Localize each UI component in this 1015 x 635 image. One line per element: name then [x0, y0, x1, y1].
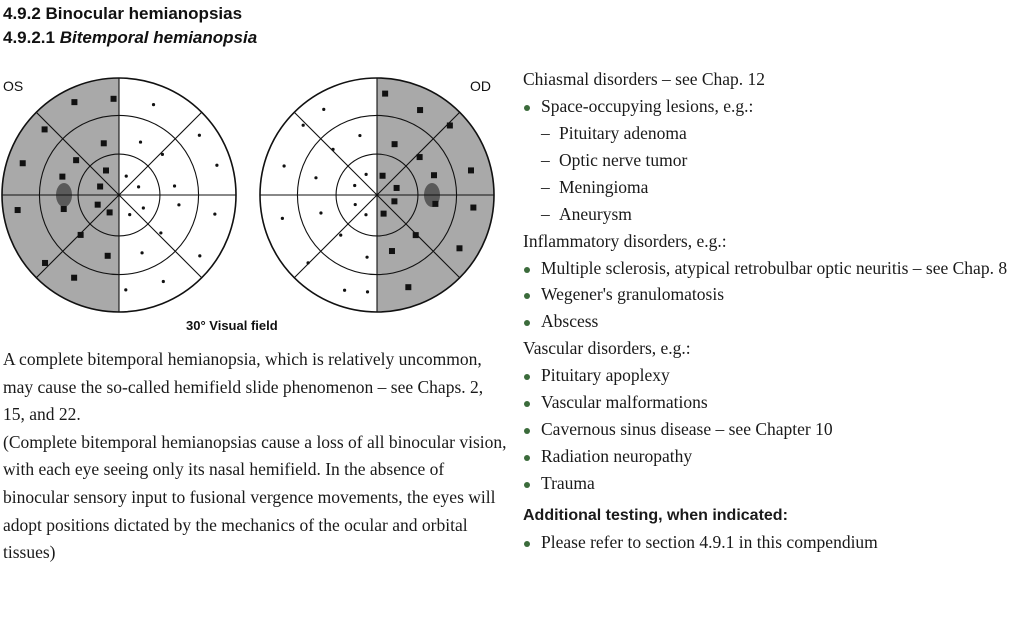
list-item: Wegener's granulomatosis — [523, 281, 1013, 308]
seen-point — [137, 185, 140, 188]
seen-point — [343, 289, 346, 292]
additional-testing-heading: Additional testing, when indicated: — [523, 507, 788, 524]
seen-point — [306, 261, 309, 264]
sub-item: – Meningioma — [541, 177, 649, 197]
seen-point — [128, 213, 131, 216]
subsection-number: 4.9.2.1 — [3, 28, 55, 47]
figure-caption: 30° Visual field — [186, 318, 278, 333]
seen-point — [358, 134, 361, 137]
missed-point — [59, 174, 65, 180]
inflammatory-heading: Inflammatory disorders, e.g.: — [523, 231, 727, 251]
missed-point — [468, 167, 474, 173]
sub-item-label: Aneurysm — [559, 204, 632, 224]
sub-item-label: Meningioma — [559, 177, 649, 197]
missed-point — [73, 157, 79, 163]
seen-point — [213, 212, 216, 215]
missed-point — [107, 209, 113, 215]
missed-point — [413, 232, 419, 238]
missed-point — [417, 154, 423, 160]
missed-point — [389, 248, 395, 254]
seen-point — [140, 251, 143, 254]
paragraph-2: (Complete bitemporal hemianopsias cause a loss of all binocular vision, with each eye seeing only its nasal hemifield. In the absence of binocular sensory input to fusional vergence movements, the eyes will adopt positions dictated by the mechanics of the ocular and orbital tissues) — [3, 431, 507, 563]
right-eye-label: OD — [470, 78, 491, 94]
missed-point — [15, 207, 21, 213]
seen-point — [198, 254, 201, 257]
missed-point — [78, 232, 84, 238]
missed-point — [391, 198, 397, 204]
missed-point — [95, 202, 101, 208]
missed-point — [382, 91, 388, 97]
subsection-title: Bitemporal hemianopsia — [59, 28, 258, 47]
seen-point — [331, 148, 334, 151]
missed-point — [71, 275, 77, 281]
seen-point — [354, 203, 357, 206]
seen-point — [173, 184, 176, 187]
seen-point — [302, 124, 305, 127]
missed-point — [380, 173, 386, 179]
seen-point — [125, 175, 128, 178]
missed-point — [394, 185, 400, 191]
missed-point — [42, 126, 48, 132]
list-item: Radiation neuropathy — [523, 443, 1013, 470]
causes-list — [523, 66, 1013, 556]
section-heading: 4.9.2 Binocular hemianopsias — [3, 4, 243, 23]
list-item: Please refer to section 4.9.1 in this compendium — [523, 529, 1013, 556]
sub-item: – Optic nerve tumor — [541, 150, 688, 170]
visual-field-figure — [0, 70, 510, 320]
od-visual-field — [260, 78, 494, 312]
sub-item-label: Pituitary adenoma — [559, 123, 687, 143]
body-text — [3, 346, 508, 567]
sub-item: – Pituitary adenoma — [541, 123, 687, 143]
list-item: Trauma — [523, 470, 1013, 497]
missed-point — [447, 122, 453, 128]
missed-point — [61, 206, 67, 212]
missed-point — [111, 96, 117, 102]
list-item: Cavernous sinus disease – see Chapter 10 — [523, 416, 1013, 443]
seen-point — [366, 290, 369, 293]
seen-point — [177, 203, 180, 206]
missed-point — [432, 201, 438, 207]
missed-point — [97, 183, 103, 189]
list-item: Space-occupying lesions, e.g.: — [523, 93, 1013, 120]
missed-point — [101, 140, 107, 146]
missed-point — [381, 211, 387, 217]
seen-point — [159, 231, 162, 234]
paragraph-1: A complete bitemporal hemianopsia, which is relatively uncommon, may cause the so-called hemifield slide phenomenon – see Chaps. 2, 15, and 22. — [3, 349, 484, 425]
seen-point — [161, 153, 164, 156]
seen-point — [319, 211, 322, 214]
seen-point — [152, 103, 155, 106]
missed-point — [417, 107, 423, 113]
missed-point — [431, 172, 437, 178]
missed-point — [103, 167, 109, 173]
missed-point — [42, 260, 48, 266]
seen-point — [314, 176, 317, 179]
missed-point — [470, 205, 476, 211]
seen-point — [215, 164, 218, 167]
seen-point — [339, 233, 342, 236]
missed-point — [105, 253, 111, 259]
seen-point — [364, 213, 367, 216]
seen-point — [124, 288, 127, 291]
subsection-heading — [3, 28, 257, 48]
seen-point — [283, 164, 286, 167]
list-item: Pituitary apoplexy — [523, 362, 1013, 389]
seen-point — [142, 206, 145, 209]
list-item: Vascular malformations — [523, 389, 1013, 416]
sub-item: – Aneurysm — [541, 204, 632, 224]
seen-point — [139, 140, 142, 143]
seen-point — [162, 280, 165, 283]
seen-point — [198, 134, 201, 137]
seen-point — [353, 184, 356, 187]
seen-point — [365, 256, 368, 259]
seen-point — [365, 173, 368, 176]
missed-point — [392, 141, 398, 147]
missed-point — [405, 284, 411, 290]
os-visual-field — [2, 78, 236, 312]
chiasmal-heading: Chiasmal disorders – see Chap. 12 — [523, 69, 766, 89]
list-item: Multiple sclerosis, atypical retrobulbar optic neuritis – see Chap. 8 — [523, 255, 1013, 281]
sub-item-label: Optic nerve tumor — [559, 150, 688, 170]
list-item: Abscess — [523, 308, 1013, 335]
missed-point — [456, 245, 462, 251]
missed-point — [71, 99, 77, 105]
left-eye-label: OS — [3, 78, 24, 94]
seen-point — [322, 108, 325, 111]
vascular-heading: Vascular disorders, e.g.: — [523, 338, 691, 358]
missed-point — [20, 160, 26, 166]
seen-point — [281, 217, 284, 220]
